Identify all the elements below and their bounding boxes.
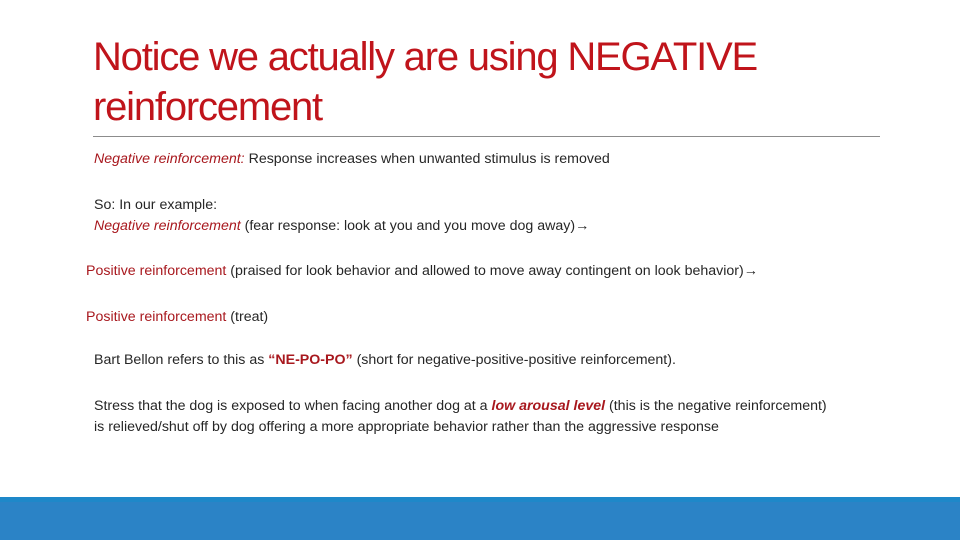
bellon-text-pre: Bart Bellon refers to this as bbox=[94, 352, 269, 368]
example-step-3-term: Positive reinforcement bbox=[86, 309, 227, 325]
example-step-1-text: (fear response: look at you and you move dog away)→ bbox=[240, 218, 590, 234]
low-arousal-term: low arousal level bbox=[491, 398, 606, 414]
example-step-1 bbox=[94, 216, 589, 237]
definition-text: Response increases when unwanted stimulus is removed bbox=[244, 151, 610, 167]
slide-title-line-2: reinforcement bbox=[93, 85, 322, 129]
example-step-2-term: Positive reinforcement bbox=[86, 263, 227, 279]
ne-po-po-term: “NE-PO-PO” bbox=[268, 352, 353, 368]
stress-paragraph bbox=[94, 396, 839, 438]
title-divider bbox=[93, 136, 880, 137]
stress-text-pre: Stress that the dog is exposed to when facing another dog at a bbox=[94, 398, 492, 414]
bellon-text-post: (short for negative-positive-positive reinforcement). bbox=[352, 352, 676, 368]
example-paragraph bbox=[94, 195, 589, 237]
example-step-3-text: (treat) bbox=[226, 309, 269, 325]
bellon-paragraph bbox=[94, 350, 676, 371]
slide-title bbox=[93, 32, 893, 132]
example-step-3 bbox=[86, 307, 268, 328]
example-step-2 bbox=[86, 261, 758, 282]
definition-paragraph bbox=[94, 149, 610, 170]
footer-bar bbox=[0, 502, 960, 540]
negative-reinforcement-term: Negative reinforcement: bbox=[94, 151, 245, 167]
example-intro: So: In our example: bbox=[94, 197, 218, 213]
example-step-1-term: Negative reinforcement bbox=[94, 218, 241, 234]
stress-text-post: (this is the negative reinforcement) is relieved/shut off by dog offering a more appropriate behavior rather than the aggressive response bbox=[94, 398, 827, 435]
slide-title-line-1: Notice we actually are using NEGATIVE bbox=[93, 35, 758, 79]
example-step-2-text: (praised for look behavior and allowed to move away contingent on look behavior)→ bbox=[226, 263, 758, 279]
